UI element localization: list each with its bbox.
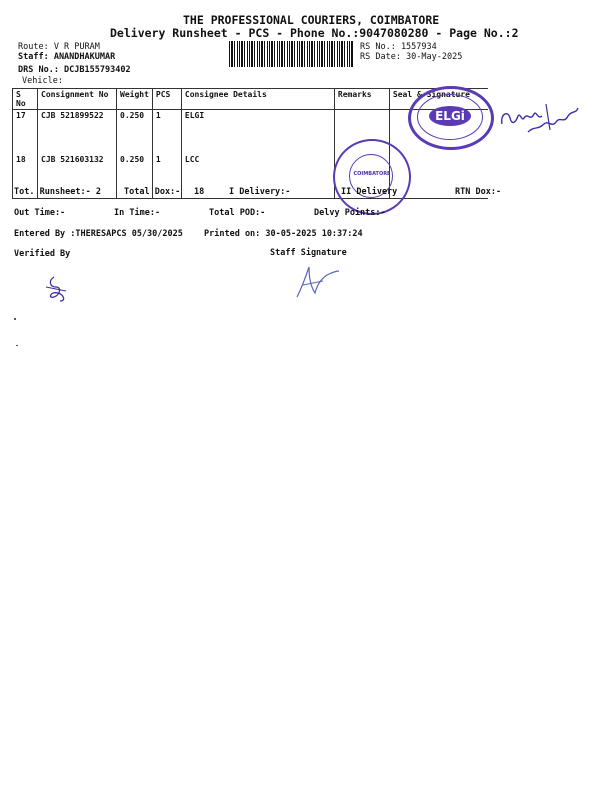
cell-consignee: ELGI <box>181 110 334 155</box>
coimbatore-stamp <box>333 139 411 215</box>
verified-by: Verified By <box>14 249 71 259</box>
company-title: THE PROFESSIONAL COURIERS, COIMBATORE <box>183 13 440 27</box>
col-seal-signature: Seal & Signature <box>389 89 488 110</box>
col-remarks: Remarks <box>334 89 389 110</box>
staff-signature-label: Staff Signature <box>270 248 347 258</box>
rtn-dox: RTN Dox:- <box>455 187 502 197</box>
vehicle-label: Vehicle: <box>22 76 63 86</box>
rs-no: RS No.: 1557934 <box>360 42 437 52</box>
delvy-points: Delvy Points:- <box>314 208 386 218</box>
coimbatore-stamp-text: COIMBATORE <box>353 171 391 177</box>
cell-consignment: CJB 521899522 <box>38 110 117 155</box>
staff-label: Staff: ANANDHAKUMAR <box>18 52 116 62</box>
handwritten-receipt <box>498 100 582 138</box>
total-dox-value: 18 <box>194 187 205 197</box>
rs-date: RS Date: 30-May-2025 <box>360 52 463 62</box>
cell-weight: 0.250 <box>117 154 153 199</box>
printed-on: Printed on: 30-05-2025 10:37:24 <box>204 229 363 239</box>
route-label: Route: V R PURAM <box>18 42 100 52</box>
cell-sno: 18 <box>13 154 38 199</box>
cell-consignment: CJB 521603132 <box>38 154 117 199</box>
entered-by: Entered By :THERESAPCS 05/30/2025 <box>14 229 183 239</box>
cell-sno: 17 <box>13 110 38 155</box>
tot-runsheet: Tot. Runsheet:- 2 <box>14 187 101 197</box>
col-sno: S No <box>13 89 38 110</box>
stray-mark <box>16 345 18 346</box>
barcode <box>229 41 353 67</box>
total-dox: Total Dox:- <box>124 187 181 197</box>
elgi-logo: ELGi <box>429 106 471 126</box>
runsheet-title: Delivery Runsheet - PCS - Phone No.:9047080280 - Page No.:2 <box>110 26 519 40</box>
col-consignment: Consignment No <box>38 89 117 110</box>
col-consignee: Consignee Details <box>181 89 334 110</box>
ii-delivery: II Delivery <box>341 187 398 197</box>
total-pod: Total POD:- <box>209 208 266 218</box>
in-time: In Time:- <box>114 208 161 218</box>
cell-pcs: 1 <box>152 110 181 155</box>
staff-signature <box>293 263 341 301</box>
drs-label: DRS No.: DCJB155793402 <box>18 65 131 75</box>
stray-mark <box>14 318 16 320</box>
i-delivery: I Delivery:- <box>229 187 291 197</box>
col-weight: Weight <box>117 89 153 110</box>
cell-consignee: LCC <box>181 154 334 199</box>
cell-weight: 0.250 <box>117 110 153 155</box>
col-pcs: PCS <box>152 89 181 110</box>
cell-pcs: 1 <box>152 154 181 199</box>
elgi-stamp <box>408 86 494 150</box>
out-time: Out Time:- <box>14 208 66 218</box>
verified-signature <box>40 273 72 305</box>
